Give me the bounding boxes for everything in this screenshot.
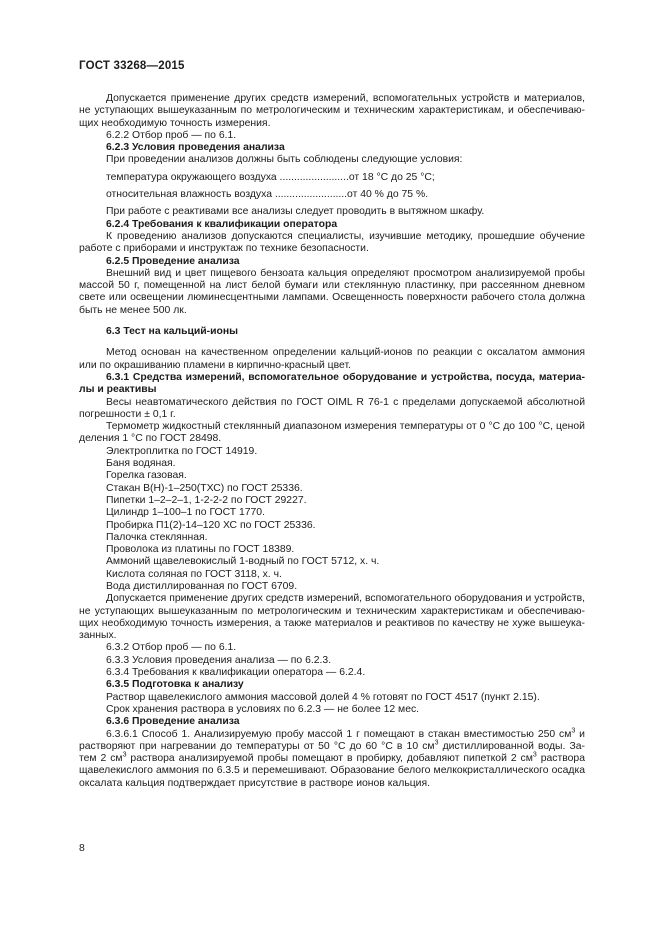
section-heading: 6.2.5 Проведение анализа: [106, 255, 240, 267]
section-heading: 6.3.1 Средства измерений, вспомогательное оборудование и устройства, посуда, материа-: [106, 371, 585, 383]
text-span: щавелекислого аммония по 6.3.5 и перемешивают. Образование белого мелкокристаллического осадка: [79, 765, 585, 777]
text-line: относительная влажность воздуха .........................от 40 % до 75 %.: [106, 189, 429, 201]
section-heading: 6.2.3 Условия проведения анализа: [106, 142, 285, 154]
text-span: раствора: [536, 753, 585, 765]
text-line: 6.2.2 Отбор проб — по 6.1.: [106, 129, 237, 141]
text-span: растворяют при нагревании до температуры от 50 °С до 60 °С в 10 см: [79, 740, 435, 752]
text-line: Внешний вид и цвет пищевого бензоата кальция определяют просмотром анализируемой пробы: [106, 267, 585, 279]
text-line: 6.3.2 Отбор проб — по 6.1.: [106, 642, 237, 654]
text-line: 6.3.3 Условия проведения анализа — по 6.2.3.: [106, 654, 332, 666]
text-span: оксалата кальция подтверждает присутствие в растворе ионов кальция.: [79, 777, 431, 789]
standard-header: ГОСТ 33268—2015: [79, 60, 185, 72]
text-line: Стакан В(Н)-1–250(ТХС) по ГОСТ 25336.: [106, 482, 303, 494]
text-line: щих необходимую точность измерения, а также материалов и реактивов по качеству не хуже вышеука-: [79, 617, 585, 629]
text-line: Раствор щавелекислого аммония массовой долей 4 % готовят по ГОСТ 4517 (пункт 2.15).: [106, 691, 540, 703]
text-line: или по окрашиванию пламени в кирпично-красный цвет.: [79, 359, 351, 371]
text-line: Кислота соляная по ГОСТ 3118, х. ч.: [106, 568, 282, 580]
page-number: 8: [79, 843, 85, 854]
text-span: тем 2 см: [79, 753, 123, 765]
text-line: [79, 778, 585, 790]
text-span: 6.3.6.1 Способ 1. Анализируемую пробу массой 1 г помещают в стакан вместимостью 250 см: [106, 728, 572, 740]
text-line: температура окружающего воздуха ........................от 18 °С до 25 °С;: [106, 171, 435, 183]
text-line: Весы неавтоматического действия по ГОСТ OIML R 76-1 с пределами допускаемой абсолютной: [106, 396, 585, 408]
superscript: 3: [122, 751, 127, 759]
text-line: К проведению анализов допускаются специалисты, изучившие методику, прошедшие обучение: [106, 230, 585, 242]
text-line: свете или освещении люминесцентными лампами. Освещенность поверхности рабочего стола должна: [79, 292, 585, 304]
line-spacer: [79, 317, 585, 326]
text-line: щих необходимую точность измерения.: [79, 117, 271, 129]
text-line: Пробирка П1(2)-14–120 ХС по ГОСТ 25336.: [106, 519, 316, 531]
text-line: Цилиндр 1–100–1 по ГОСТ 1770.: [106, 507, 265, 519]
text-line: Допускается применение других средств измерений, вспомогательного оборудования и устройств,: [106, 593, 585, 605]
superscript: 3: [532, 751, 537, 759]
superscript: 3: [434, 739, 439, 747]
text-line: Пипетки 1–2–2–1, 1-2-2-2 по ГОСТ 29227.: [106, 494, 307, 506]
text-span: дистиллированной воды. За-: [438, 740, 586, 752]
text-line: Палочка стеклянная.: [106, 531, 208, 543]
text-line: Метод основан на качественном определении кальций-ионов по реакции с оксалатом аммония: [106, 347, 585, 359]
text-line: При проведении анализов должны быть соблюдены следующие условия:: [106, 154, 463, 166]
text-line: [79, 765, 585, 777]
text-line: Термометр жидкостный стеклянный диапазоном измерения температуры от 0 °С до 100 °С, ценой: [106, 421, 585, 433]
text-line: погрешности ± 0,1 г.: [79, 408, 176, 420]
text-line: Срок хранения раствора в условиях по 6.2.3 — не более 12 мес.: [106, 703, 420, 715]
text-line: занных.: [79, 630, 117, 642]
text-line: работе с приборами и инструктаж по технике безопасности.: [79, 243, 369, 255]
document-body: [79, 93, 585, 790]
text-line: При работе с реактивами все анализы следует проводить в вытяжном шкафу.: [106, 206, 485, 218]
text-line: Допускается применение других средств измерений, вспомогательных устройств и материалов,: [106, 93, 585, 104]
text-line: [79, 741, 585, 753]
text-line: Горелка газовая.: [106, 470, 187, 482]
text-line: Вода дистиллированная по ГОСТ 6709.: [106, 580, 298, 592]
text-line: Электроплитка по ГОСТ 14919.: [106, 445, 258, 457]
text-span: раствора анализируемой пробы помещают в пробирку, добавляют пипеткой 2 см: [126, 753, 533, 765]
text-line: Аммоний щавелевокислый 1-водный по ГОСТ 5712, х. ч.: [106, 556, 380, 568]
text-line: Баня водяная.: [106, 458, 176, 470]
text-line: [79, 753, 585, 765]
text-line: массой 50 г, помещенной на лист белой бумаги или стеклянную пластинку, при рассеянном дневном: [79, 280, 585, 292]
section-heading: 6.3.5 Подготовка к анализу: [106, 679, 244, 691]
text-line: не уступающих вышеуказанным по метрологическим и техническим характеристикам и обеспечиваю-: [79, 605, 585, 617]
text-span: и: [575, 728, 585, 740]
text-line: Проволока из платины по ГОСТ 18389.: [106, 544, 295, 556]
line-spacer: [79, 338, 585, 347]
section-heading: 6.2.4 Требования к квалификации оператора: [106, 218, 338, 230]
section-heading: лы и реактивы: [79, 384, 157, 396]
section-heading: 6.3.6 Проведение анализа: [106, 716, 240, 728]
text-line: не уступающих вышеуказанным по метрологическим и техническим характеристикам, и обеспечиваю-: [79, 105, 585, 117]
text-line: быть не менее 500 лк.: [79, 304, 187, 316]
superscript: 3: [571, 727, 576, 735]
section-heading: 6.3 Тест на кальций-ионы: [106, 326, 238, 338]
text-line: деления 1 °С по ГОСТ 28498.: [79, 433, 222, 445]
text-line: 6.3.4 Требования к квалификации оператора — 6.2.4.: [106, 667, 366, 679]
text-line: [79, 729, 585, 741]
